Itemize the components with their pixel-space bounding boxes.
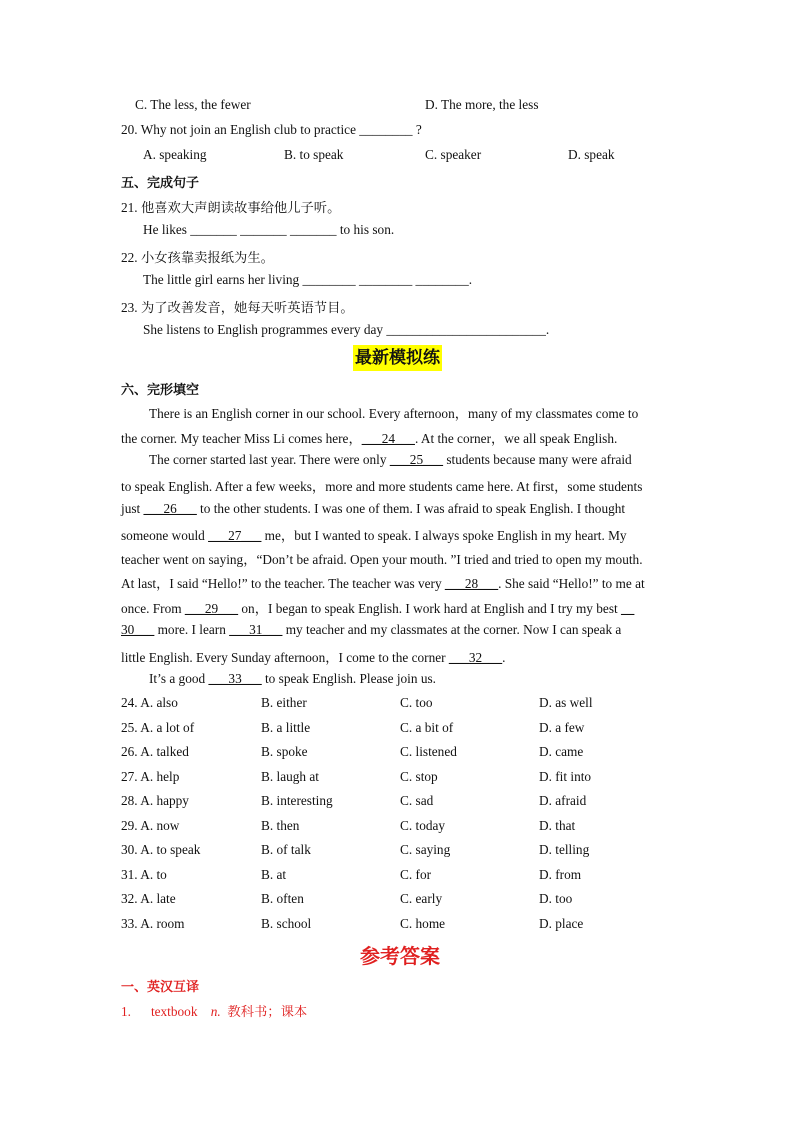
- passage-line-3: The corner started last year. There were only ___25___ students because many were afraid: [149, 452, 632, 467]
- question-28-option-c: C. sad: [400, 793, 434, 808]
- question-27-option-c: C. stop: [400, 768, 438, 784]
- q19-option-c: C. The less, the fewer: [135, 97, 251, 112]
- question-25-option-c: C. a bit of: [400, 719, 454, 735]
- q21-chinese: 21. 他喜欢大声朗读故事给他儿子听。: [121, 200, 341, 215]
- question-29-option-b: B. then: [261, 817, 300, 833]
- question-24-option-c: C. too: [400, 695, 433, 710]
- passage-line-6: someone would ___27___ me，but I wanted to speak. I always spoke English in my heart. My: [121, 528, 627, 543]
- passage-line-4: to speak English. After a few weeks，more and more students came here. At first，some students: [121, 479, 643, 494]
- passage-line-9: once. From ___29___ on，I began to speak English. I work hard at English and I try my best __: [121, 601, 635, 616]
- question-27-option-d: D. fit into: [539, 768, 592, 784]
- q20-option-c: C. speaker: [425, 147, 482, 162]
- question-33-option-a: 33. A. room: [121, 915, 185, 931]
- question-29-option-a: 29. A. now: [121, 817, 180, 833]
- question-30-option-c: C. saying: [400, 842, 451, 857]
- q23-chinese: 23. 为了改善发音，她每天听英语节目。: [121, 300, 354, 315]
- practice-banner: 最新模拟练: [353, 345, 442, 371]
- question-24-option-b: B. either: [261, 695, 307, 710]
- question-27-option-a: 27. A. help: [121, 768, 180, 784]
- question-30-option-b: B. of talk: [261, 842, 311, 857]
- q21-english: He likes _______ _______ _______ to his son.: [143, 222, 395, 237]
- q20-option-b: B. to speak: [284, 147, 344, 162]
- blank-30: 30___: [121, 622, 155, 637]
- question-31-option-d: D. from: [539, 866, 582, 882]
- section5-title: 五、完成句子: [121, 176, 200, 191]
- answer-item-1: 1. textbook n. 教科书；课本: [121, 1004, 308, 1019]
- section6-title: 六、完形填空: [121, 383, 200, 398]
- question-31-option-a: 31. A. to: [121, 866, 167, 882]
- q23-english: She listens to English programmes every day ________________________.: [143, 322, 550, 337]
- blank-32: ___32___: [448, 650, 503, 665]
- blank-29: ___29___: [184, 601, 239, 616]
- question-30-option-d: D. telling: [539, 842, 590, 857]
- question-25-option-a: 25. A. a lot of: [121, 719, 195, 735]
- question-25-option-b: B. a little: [261, 719, 311, 735]
- answers-section1-title: 一、英汉互译: [121, 980, 200, 995]
- passage-line-10: 30___ more. I learn ___31___ my teacher and my classmates at the corner. Now I can speak a: [121, 622, 622, 637]
- blank-27: ___27___: [208, 528, 262, 543]
- question-24-option-d: D. as well: [539, 695, 593, 710]
- question-32-option-a: 32. A. late: [121, 891, 176, 906]
- blank-31: ___31___: [229, 622, 283, 637]
- passage-line-11: little English. Every Sunday afternoon，I come to the corner ___32___.: [121, 650, 506, 665]
- passage-line-12: It’s a good ___33___ to speak English. Please join us.: [149, 671, 436, 686]
- question-29-option-d: D. that: [539, 817, 576, 833]
- question-31-option-c: C. for: [400, 866, 432, 882]
- blank-30-start: __: [621, 601, 635, 616]
- question-26-option-a: 26. A. talked: [121, 744, 189, 759]
- blank-33: ___33___: [208, 671, 262, 686]
- passage-line-8: At last，I said “Hello!” to the teacher. The teacher was very ___28___. She said “Hello!” to me at: [121, 576, 645, 591]
- passage-line-7: teacher went on saying，“Don’t be afraid. Open your mouth. ”I tried and tried to open my mouth.: [121, 552, 643, 567]
- question-32-option-c: C. early: [400, 891, 443, 906]
- q20-option-d: D. speak: [568, 147, 615, 162]
- question-28-option-d: D. afraid: [539, 793, 587, 808]
- q22-chinese: 22. 小女孩靠卖报纸为生。: [121, 250, 274, 265]
- question-24-option-a: 24. A. also: [121, 695, 178, 710]
- question-30-option-a: 30. A. to speak: [121, 842, 201, 857]
- question-26-option-b: B. spoke: [261, 744, 308, 759]
- blank-26: ___26___: [143, 501, 197, 516]
- question-28-option-a: 28. A. happy: [121, 793, 189, 808]
- blank-28: ___28___: [444, 576, 499, 591]
- passage-line-2: the corner. My teacher Miss Li comes here，___24___. At the corner，we all speak English.: [121, 431, 618, 446]
- question-25-option-d: D. a few: [539, 719, 585, 735]
- passage-line-1: There is an English corner in our school. Every afternoon，many of my classmates come to: [149, 406, 639, 421]
- passage-line-5: just ___26___ to the other students. I was one of them. I was afraid to speak English. I thought: [121, 501, 626, 516]
- question-33-option-c: C. home: [400, 915, 446, 931]
- question-27-option-b: B. laugh at: [261, 768, 319, 784]
- question-29-option-c: C. today: [400, 817, 446, 833]
- answers-title: 参考答案: [360, 944, 440, 968]
- question-33-option-b: B. school: [261, 915, 312, 931]
- question-26-option-d: D. came: [539, 744, 584, 759]
- question-33-option-d: D. place: [539, 915, 584, 931]
- question-28-option-b: B. interesting: [261, 793, 333, 808]
- q22-english: The little girl earns her living ________ ________ ________.: [143, 272, 473, 287]
- q19-option-d: D. The more, the less: [425, 97, 539, 112]
- question-32-option-b: B. often: [261, 891, 304, 906]
- question-26-option-c: C. listened: [400, 744, 457, 759]
- blank-24: ___24___: [361, 431, 415, 446]
- q20-option-a: A. speaking: [143, 147, 207, 162]
- q20-stem: 20. Why not join an English club to practice ________ ?: [121, 122, 422, 137]
- question-31-option-b: B. at: [261, 866, 287, 882]
- question-32-option-d: D. too: [539, 891, 573, 906]
- blank-25: ___25___: [389, 452, 444, 467]
